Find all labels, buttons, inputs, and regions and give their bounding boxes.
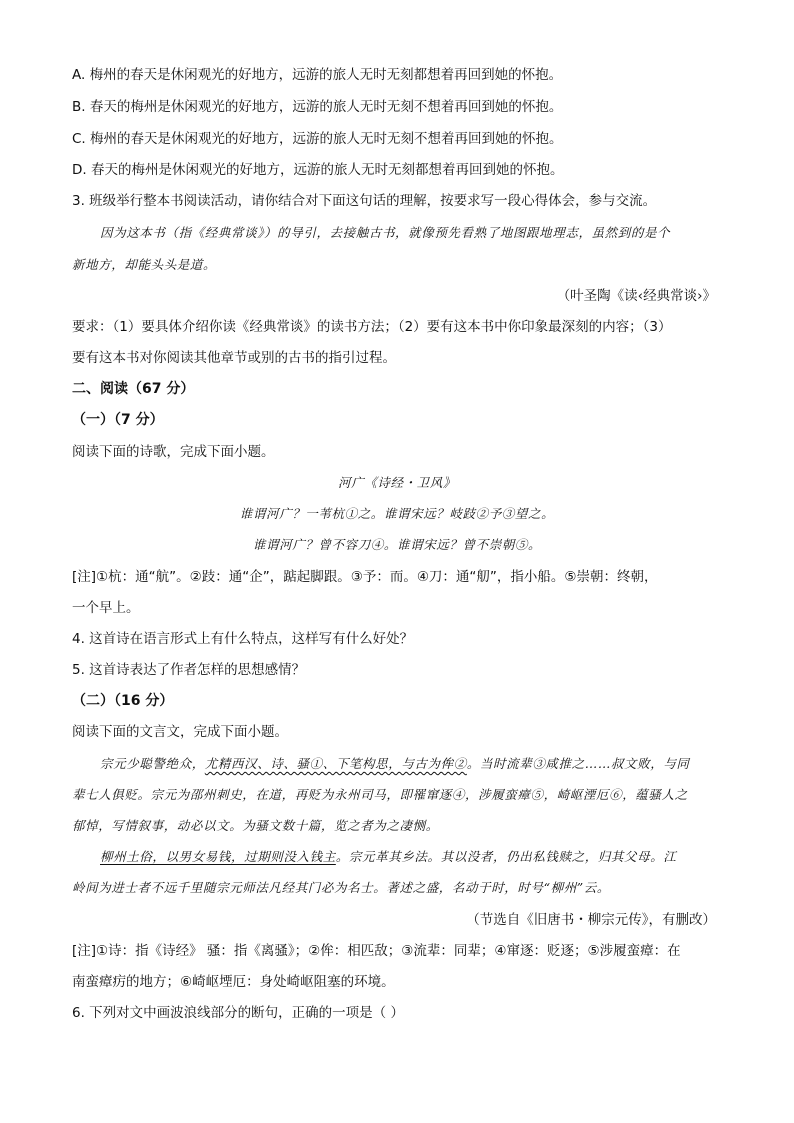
quote-line-1: 因为这本书（指《经典常谈》）的导引，去接触古书，就像预先看熟了地图跟地理志，虽然到的是个 (100, 225, 671, 240)
poem-note-line-1: [注]①杭：通“航”。②跂：通“企”，踮起脚跟。③予：而。④刀：通“舠”，指小船。⑤崇朝：终朝， (72, 569, 658, 585)
classical-para-2-line-2: 岭间为进士者不远千里随宗元师法凡经其门必为名士。著述之盛，名动于时，时号“柳州”云。 (72, 880, 610, 895)
classical-para-1-line-2: 辈七人俱贬。宗元为邵州刺史，在道，再贬为永州司马，即罹窜逐④，涉履蛮瘴⑤，崎岖湮厄⑥，蕴骚人之 (72, 787, 688, 802)
poem-intro: 阅读下面的诗歌，完成下面小题。 (72, 444, 275, 460)
classical-intro: 阅读下面的文言文，完成下面小题。 (72, 724, 288, 740)
question-4: 4. 这首诗在语言形式上有什么特点，这样写有什么好处？ (72, 631, 414, 647)
underlined-text: 柳州土俗，以男女易钱，过期则没入钱主 (100, 849, 336, 864)
classical-note-line-1: [注]①诗：指《诗经》 骚：指《离骚》；②侔：相匹敌；③流辈：同辈；④窜逐：贬逐；⑤涉履蛮瘴：在 (72, 943, 681, 959)
question-5: 5. 这首诗表达了作者怎样的思想感情？ (72, 662, 306, 678)
classical-para-1-line-3: 郁悼，写情叙事，动必以文。为骚文数十篇，览之者为之凄恻。 (72, 818, 439, 833)
quote-line-2: 新地方，却能头头是道。 (72, 257, 217, 272)
quote-source: （叶圣陶《读‹经典常谈›》 (556, 288, 716, 304)
requirement-line-2: 要有这本书对你阅读其他章节或别的古书的指引过程。 (72, 350, 396, 366)
classical-source: （节选自《旧唐书・柳宗元传》，有删改） (466, 912, 716, 928)
requirement-line-1: 要求：（1）要具体介绍你读《经典常谈》的读书方法；（2）要有这本书中你印象最深刻的内容；（3） (72, 319, 672, 335)
poem-line-1: 谁谓河广？一苇杭①之。谁谓宋远？岐跂②予③望之。 (239, 506, 555, 521)
option-d: D. 春天的梅州是休闲观光的好地方，远游的旅人无时无刻都想着再回到她的怀抱。 (72, 162, 564, 178)
classical-note-line-2: 南蛮瘴疠的地方；⑥崎岖堙厄：身处崎岖阻塞的环境。 (72, 974, 395, 990)
poem-line-2: 谁谓河广？曾不容刀④。谁谓宋远？曾不崇朝⑤。 (252, 537, 542, 552)
classical-text: 。宗元革其乡法。其以没者，仍出私钱赎之，归其父母。江 (335, 849, 677, 864)
poem-note-line-2: 一个早上。 (72, 600, 140, 616)
option-c: C. 梅州的春天是休闲观光的好地方，远游的旅人无时无刻不想着再回到她的怀抱。 (72, 131, 563, 147)
classical-text: 宗元少聪警绝众， (100, 756, 205, 771)
poem-title: 河广《诗经・卫风》 (338, 475, 456, 490)
question-6: 6. 下列对文中画波浪线部分的断句，正确的一项是（ ） (72, 1005, 404, 1021)
section-2-title: 二、阅读（67 分） (72, 381, 195, 397)
option-a: A. 梅州的春天是休闲观光的好地方，远游的旅人无时无刻都想着再回到她的怀抱。 (72, 67, 563, 83)
classical-text: 。当时流辈③咸推之……叔文败，与同 (466, 756, 690, 771)
option-b: B. 春天的梅州是休闲观光的好地方，远游的旅人无时无刻不想着再回到她的怀抱。 (72, 99, 563, 115)
wavy-underlined-text: 尤精西汉、诗、骚①、下笔构思，与古为侔② (204, 756, 467, 771)
classical-para-2-line-1 (100, 848, 676, 866)
question-3-prompt: 3. 班级举行整本书阅读活动，请你结合对下面这句话的理解，按要求写一段心得体会，参与交流。 (72, 193, 657, 209)
part-2-title: （二）（16 分） (72, 693, 174, 709)
part-1-title: （一）（7 分） (72, 412, 164, 428)
classical-para-1-line-1 (100, 755, 690, 773)
